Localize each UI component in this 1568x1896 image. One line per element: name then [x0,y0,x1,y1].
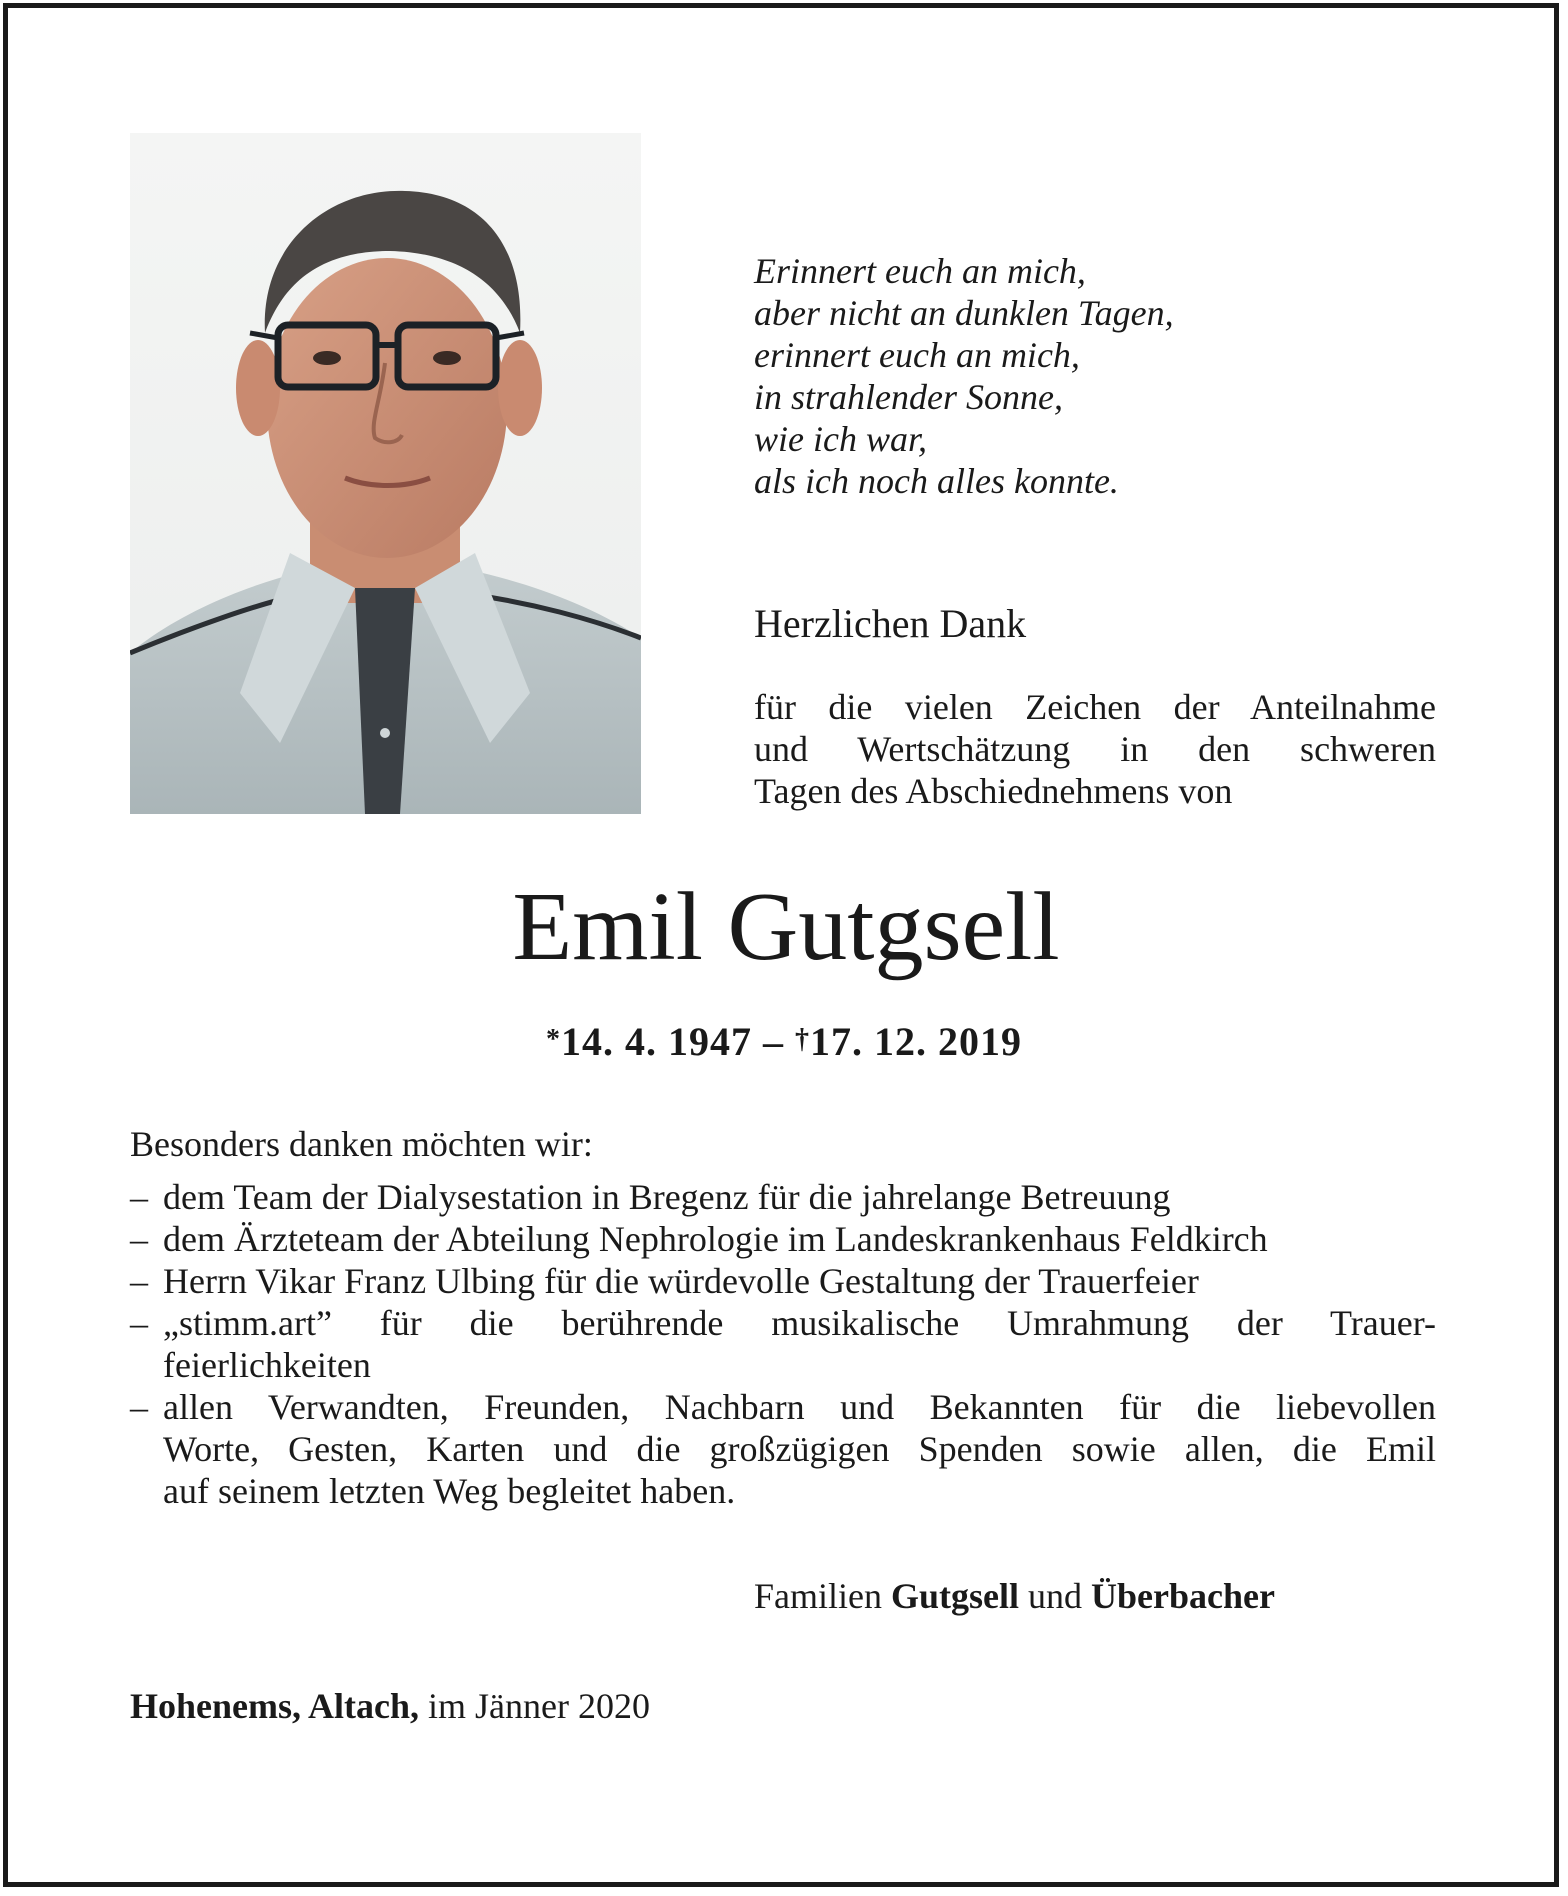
death-date: 17. 12. 2019 [810,1019,1022,1064]
portrait-illustration [130,133,641,814]
list-item-line: dem Team der Dialysestation in Bregenz für die jahrelange Betreuung [163,1177,1171,1217]
list-item-line: Herrn Vikar Franz Ulbing für die würdevolle Gestaltung der Trauerfeier [163,1261,1199,1301]
deceased-name-text: Emil Gutgsell [512,873,1060,981]
poem-line: aber nicht an dunklen Tagen, [754,293,1174,333]
special-thanks-list [130,1176,1436,1512]
birth-star-icon: * [546,1024,561,1055]
family-name-1: Gutgsell [891,1576,1020,1616]
poem [754,250,1454,502]
list-item-line: auf seinem letzten Weg begleitet haben. [163,1471,736,1511]
list-item [130,1176,1436,1218]
list-item-line: allen Verwandten, Freunden, Nachbarn und Bekannten für die liebevollen [163,1387,1436,1427]
list-dash: – [130,1219,148,1259]
list-item-line: dem Ärzteteam der Abteilung Nephrologie im Landeskrankenhaus Feldkirch [163,1219,1268,1259]
special-thanks-heading: Besonders danken möchten wir: [130,1124,593,1164]
thanks-heading: Herzlichen Dank [754,601,1027,646]
deceased-name [0,872,1568,982]
thanks-paragraph [754,686,1436,812]
notice-date: im Jänner 2020 [428,1686,650,1726]
list-item-line: feierlichkeiten [163,1345,371,1385]
list-item-line: „stimm.art” für die berührende musikalische Umrahmung der Trauer- [163,1303,1436,1343]
thanks-line: für die vielen Zeichen der Anteilnahme [754,687,1436,727]
list-item [130,1302,1436,1386]
list-dash: – [130,1387,148,1427]
poem-line: in strahlender Sonne, [754,377,1063,417]
list-item [130,1260,1436,1302]
family-name-2: Überbacher [1091,1576,1275,1616]
signature-conjunction: und [1028,1576,1083,1616]
birth-date: 14. 4. 1947 [561,1019,752,1064]
list-dash: – [130,1303,148,1343]
thanks-line: und Wertschätzung in den schweren [754,729,1436,769]
place-and-date [130,1684,650,1728]
list-dash: – [130,1261,148,1301]
signature-prefix: Familien [754,1576,882,1616]
portrait-photo [130,133,641,814]
poem-line: erinnert euch an mich, [754,335,1080,375]
date-separator: – [763,1019,784,1064]
poem-line: Erinnert euch an mich, [754,251,1086,291]
death-cross-icon: † [795,1024,810,1055]
poem-line: wie ich war, [754,419,928,459]
family-signature [754,1574,1275,1618]
list-item-line: Worte, Gesten, Karten und die großzügigen Spenden sowie allen, die Emil [163,1429,1436,1469]
thanks-line: Tagen des Abschiednehmens von [754,771,1233,811]
list-item [130,1386,1436,1512]
poem-line: als ich noch alles konnte. [754,461,1119,501]
list-dash: – [130,1177,148,1217]
place-names: Hohenems, Altach, [130,1686,420,1726]
life-dates [0,1018,1568,1066]
list-item [130,1218,1436,1260]
